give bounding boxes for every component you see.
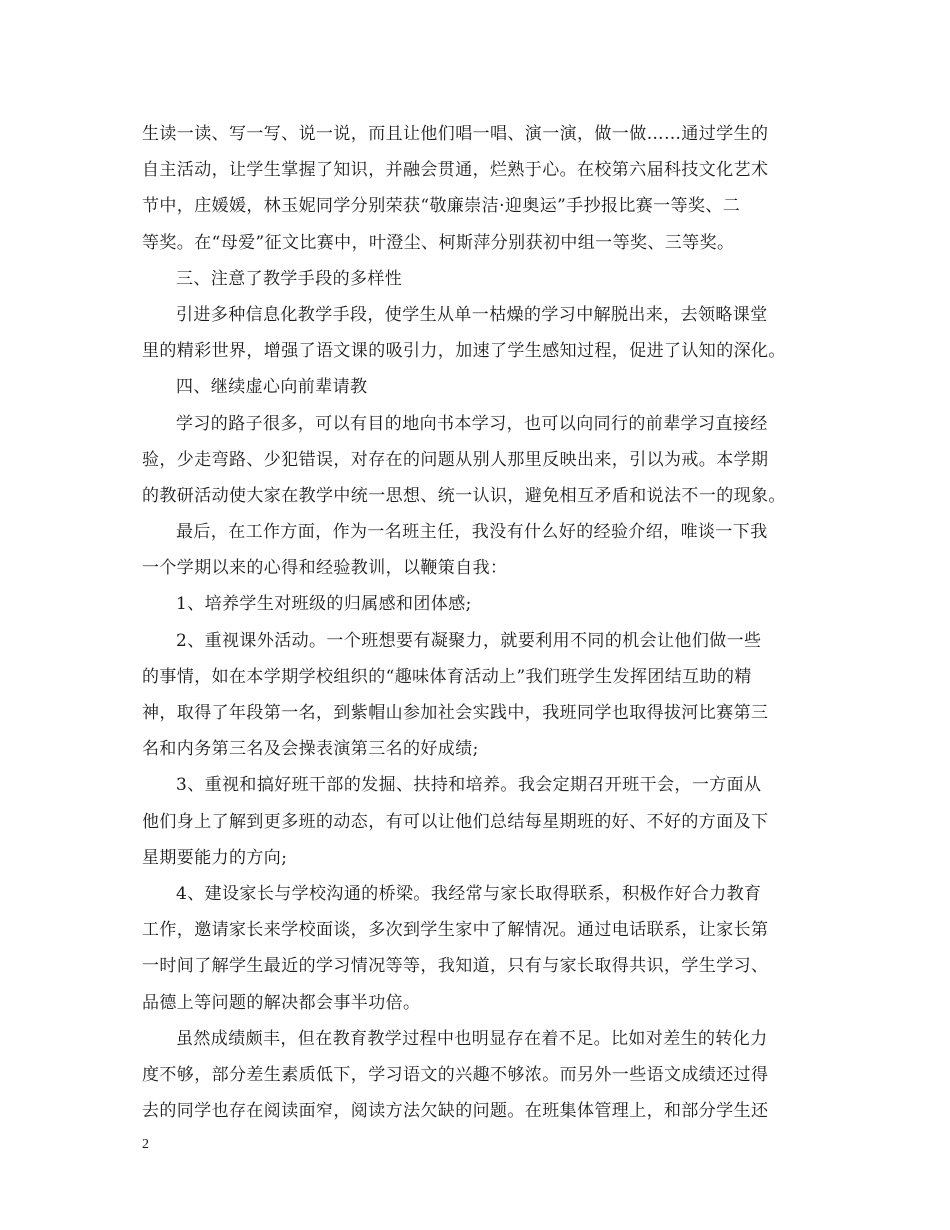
- text-line: 品德上等问题的解决都会事半功倍。: [142, 992, 421, 1013]
- list-item: 4、建设家长与学校沟通的桥梁。我经常与家长取得联系，积极作好合力教育: [176, 883, 762, 904]
- text-line: 自主活动，让学生掌握了知识，并融会贯通，烂熟于心。在校第六届科技文化艺术: [142, 160, 769, 181]
- list-item: 2、重视课外活动。一个班想要有凝聚力，就要利用不同的机会让他们做一些: [176, 630, 762, 651]
- text-line: 虽然成绩颇丰，但在教育教学过程中也明显存在着不足。比如对差生的转化力: [176, 1028, 768, 1049]
- section-heading: 三、注意了教学手段的多样性: [176, 268, 403, 289]
- text-line: 他们身上了解到更多班的动态，有可以让他们总结每星期班的好、不好的方面及下: [142, 811, 769, 832]
- section-heading: 四、继续虚心向前辈请教: [176, 377, 368, 398]
- text-line: 星期要能力的方向;: [142, 847, 288, 868]
- text-line: 的教研活动使大家在教学中统一思想、统一认识，避免相互矛盾和说法不一的现象。: [142, 485, 786, 506]
- page-number: 2: [142, 1137, 149, 1152]
- text-line: 一个学期以来的心得和经验教训，以鞭策自我：: [142, 558, 508, 579]
- text-line: 去的同学也存在阅读面窄，阅读方法欠缺的问题。在班集体管理上，和部分学生还: [142, 1101, 769, 1122]
- text-line: 学习的路子很多，可以有目的地向书本学习，也可以向同行的前辈学习直接经: [176, 413, 768, 434]
- text-line: 度不够，部分差生素质低下，学习语文的兴趣不够浓。而另外一些语文成绩还过得: [142, 1064, 769, 1085]
- text-line: 里的精彩世界，增强了语文课的吸引力，加速了学生感知过程，促进了认知的深化。: [142, 341, 786, 362]
- text-line: 一时间了解学生最近的学习情况等等，我知道，只有与家长取得共识，学生学习、: [142, 956, 769, 977]
- text-line: 生读一读、写一写、说一说，而且让他们唱一唱、演一演，做一做……通过学生的: [142, 124, 769, 144]
- text-line: 的事情，如在本学期学校组织的“趣味体育活动上”我们班学生发挥团结互助的精: [142, 666, 752, 687]
- text-line: 名和内务第三名及会操表演第三名的好成绩;: [142, 739, 479, 760]
- document-body: [142, 116, 820, 1129]
- text-line: 神，取得了年段第一名，到紫帽山参加社会实践中，我班同学也取得拔河比赛第三: [142, 703, 769, 723]
- text-line: 等奖。在“母爱”征文比赛中，叶澄尘、柯斯萍分别获初中组一等奖、三等奖。: [142, 232, 735, 253]
- list-item: 1、培养学生对班级的归属感和团体感;: [176, 594, 472, 615]
- list-item: 3、重视和搞好班干部的发掘、扶持和培养。我会定期召开班干会，一方面从: [176, 775, 762, 796]
- text-line: 引进多种信息化教学手段，使学生从单一枯燥的学习中解脱出来，去领略课堂: [176, 304, 768, 325]
- text-line: 节中，庄媛媛，林玉妮同学分别荣获“敬廉崇洁·迎奥运”手抄报比赛一等奖、二: [142, 196, 741, 217]
- text-line: 工作，邀请家长来学校面谈，多次到学生家中了解情况。通过电话联系，让家长第: [142, 920, 769, 941]
- text-line: 验，少走弯路、少犯错误，对存在的问题从别人那里反映出来，引以为戒。本学期: [142, 449, 769, 470]
- text-line: 最后，在工作方面，作为一名班主任，我没有什么好的经验介绍，唯谈一下我: [176, 522, 768, 543]
